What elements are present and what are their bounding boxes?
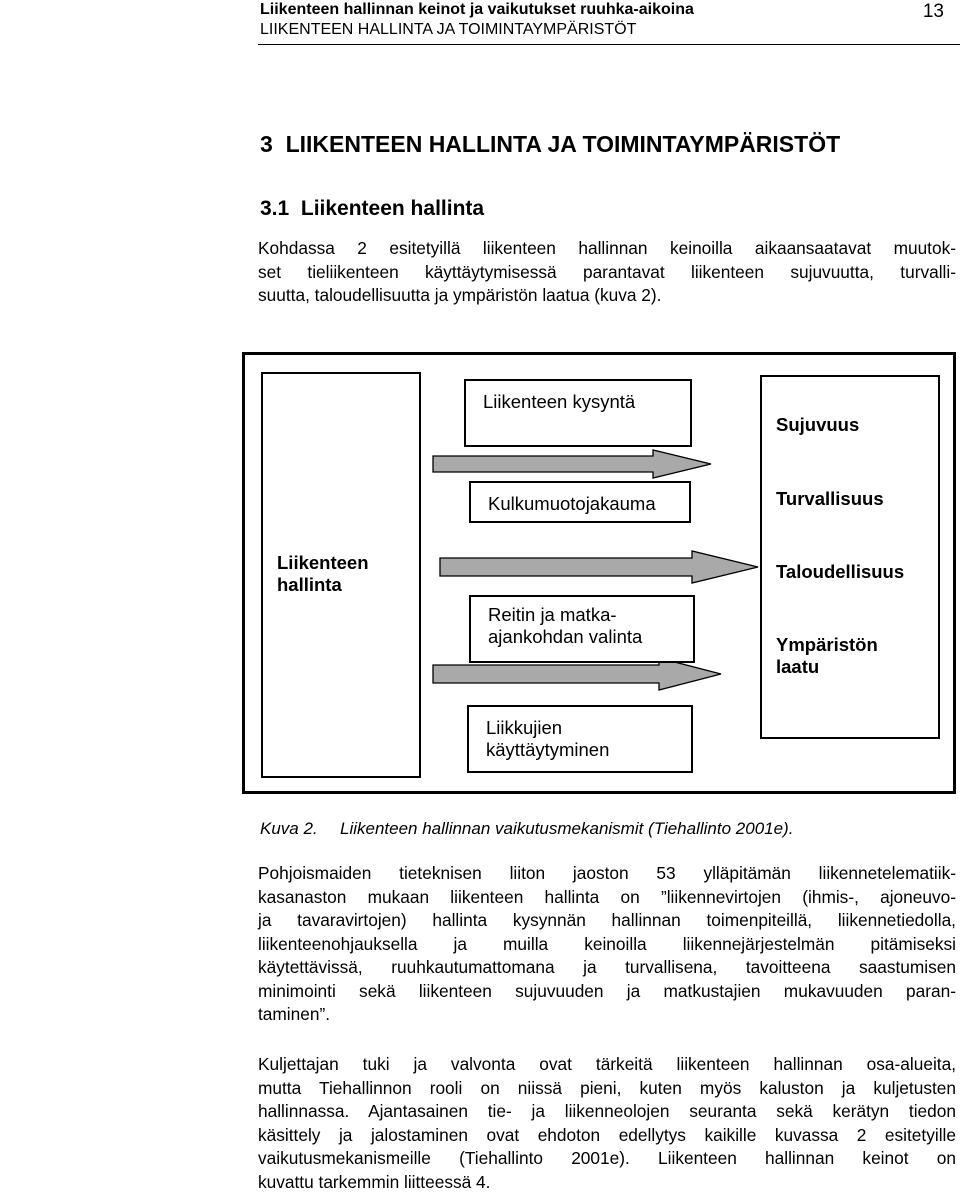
page-number: 13 bbox=[923, 0, 944, 24]
figure-caption bbox=[260, 818, 793, 840]
text-line: käytettävissä, ruuhkautumattomana ja turvallisena, tavoitteena saastumisen bbox=[258, 956, 956, 980]
traffic-demand-label: Liikenteen kysyntä bbox=[483, 391, 635, 413]
text-line: kuvattu tarkemmin liitteessä 4. bbox=[258, 1171, 956, 1194]
text-line: Pohjoismaiden tieteknisen liiton jaoston 53 ylläpitämän liikennetelematiik- bbox=[258, 862, 956, 886]
outcome-economy: Taloudellisuus bbox=[776, 561, 904, 583]
caption-label: Kuva 2. bbox=[260, 818, 340, 840]
text-line: käsittely ja jalostaminen ovat ehdoton edellytys kaikille kuvassa 2 esitetyille bbox=[258, 1124, 956, 1148]
text-line: Kuljettajan tuki ja valvonta ovat tärkeitä liikenteen hallinnan osa-alueita, bbox=[258, 1053, 956, 1077]
text-line: suutta, taloudellisuutta ja ympäristön laatua (kuva 2). bbox=[258, 284, 956, 308]
modal-split-label: Kulkumuotojakauma bbox=[488, 493, 656, 515]
text-line: liikenteenohjauksella ja muilla keinoilla liikennejärjestelmän pitämiseksi bbox=[258, 933, 956, 957]
traffic-demand-box bbox=[464, 379, 692, 447]
arrow-to-route-choice bbox=[440, 551, 760, 585]
intro-paragraph bbox=[258, 237, 956, 308]
traffic-management-box bbox=[261, 372, 421, 778]
outcome-flow: Sujuvuus bbox=[776, 414, 859, 436]
text-line: mutta Tiehallinnon rooli on niissä pieni, kuten myös kaluston ja kuljetusten bbox=[258, 1077, 956, 1101]
caption-text: Liikenteen hallinnan vaikutusmekanismit (Tiehallinto 2001e). bbox=[340, 818, 793, 840]
text-line: minimointi sekä liikenteen sujuvuuden ja matkustajien mukavuuden paran- bbox=[258, 980, 956, 1004]
figure-diagram bbox=[242, 352, 956, 794]
running-header-title: Liikenteen hallinnan keinot ja vaikutukset ruuhka-aikoina bbox=[260, 0, 694, 20]
traveller-behaviour-label: Liikkujien käyttäytyminen bbox=[486, 717, 609, 761]
route-time-choice-label: Reitin ja matka- ajankohdan valinta bbox=[488, 604, 642, 648]
text-line: hallinnassa. Ajantasainen tie- ja liikenneolojen seuranta sekä kerätyn tiedon bbox=[258, 1100, 956, 1124]
arrow-to-demand bbox=[433, 450, 713, 480]
text-line: set tieliikenteen käyttäytymisessä parantavat liikenteen sujuvuutta, turvalli- bbox=[258, 261, 956, 285]
text-line: vaikutusmekanismeille (Tiehallinto 2001e). Liikenteen hallinnan keinot on bbox=[258, 1147, 956, 1171]
text-line: ja tavaravirtojen) hallinta kysynnän hallinnan toimenpiteillä, liikennetiedolla, bbox=[258, 909, 956, 933]
subsection-heading: 3.1 Liikenteen hallinta bbox=[260, 196, 484, 222]
running-header-subtitle: LIIKENTEEN HALLINTA JA TOIMINTAYMPÄRISTÖT bbox=[260, 20, 636, 40]
text-line: taminen”. bbox=[258, 1003, 956, 1027]
arrow-to-behaviour bbox=[433, 658, 723, 692]
outcomes-box bbox=[760, 375, 940, 739]
traffic-management-label: Liikenteen hallinta bbox=[277, 552, 369, 596]
traveller-behaviour-box bbox=[467, 705, 693, 773]
text-line: Kohdassa 2 esitetyillä liikenteen hallinnan keinoilla aikaansaatavat muutok- bbox=[258, 237, 956, 261]
text-line: kasanaston mukaan liikenteen hallinta on ”liikennevirtojen (ihmis-, ajoneuvo- bbox=[258, 886, 956, 910]
section-heading: 3 LIIKENTEEN HALLINTA JA TOIMINTAYMPÄRISTÖT bbox=[260, 130, 840, 158]
outcome-environment: Ympäristön laatu bbox=[776, 634, 878, 678]
definition-paragraph bbox=[258, 862, 956, 1027]
route-time-choice-box bbox=[469, 595, 695, 663]
support-paragraph bbox=[258, 1053, 956, 1194]
header-rule bbox=[258, 44, 960, 45]
outcome-safety: Turvallisuus bbox=[776, 488, 884, 510]
modal-split-box bbox=[469, 481, 691, 523]
